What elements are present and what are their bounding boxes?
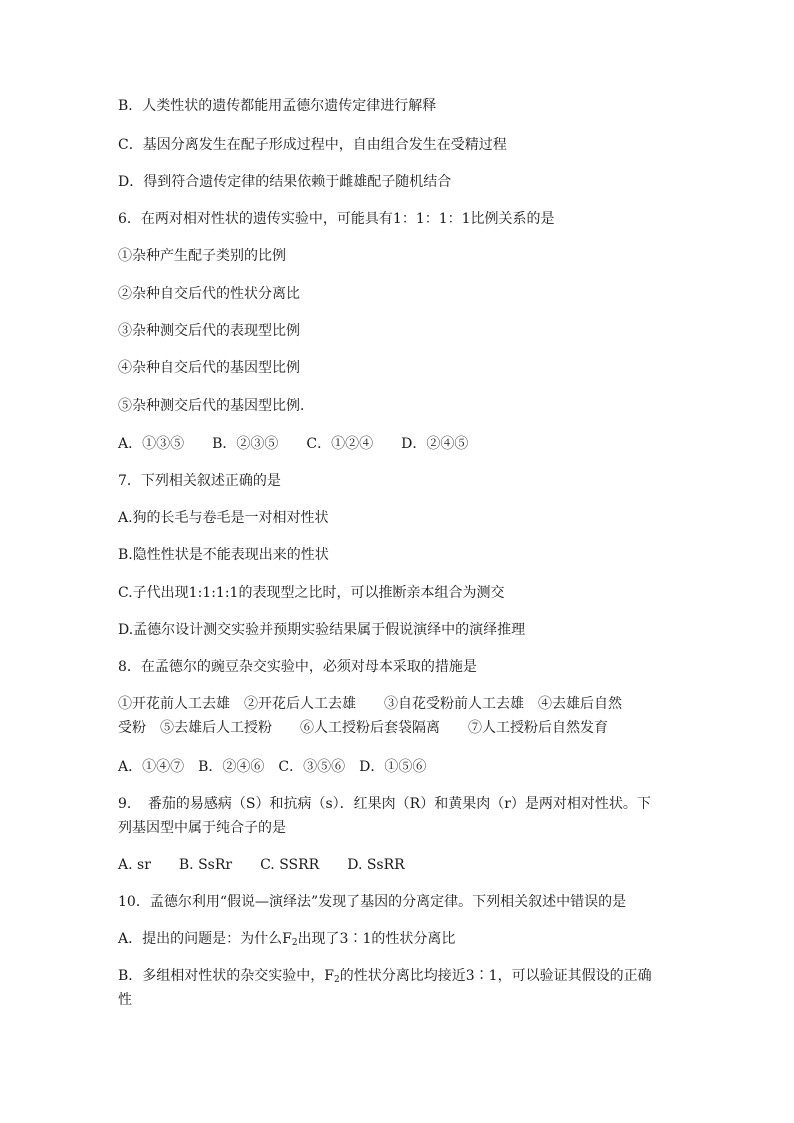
- question-7-stem: 7．下列相关叙述正确的是: [118, 473, 281, 489]
- subscript-2: 2: [291, 938, 298, 948]
- option-10b-text-rest: 的性状分离比均接近3∶1，可以验证其假设的正确: [339, 968, 652, 984]
- q6-item-3: ③杂种测交后代的表现型比例: [118, 323, 300, 339]
- option-7d: D.孟德尔设计测交实验并预期实验结果属于假说演绎中的演绎推理: [118, 622, 526, 638]
- question-6-stem: 6．在两对相对性状的遗传实验中，可能具有1：1：1：1比例关系的是: [118, 211, 555, 227]
- q8-items-line-2: 受粉 ⑤去雄后人工授粉 ⑥人工授粉后套袋隔离 ⑦人工授粉后自然发育: [118, 720, 608, 736]
- option-7c: C.子代出现1:1:1:1的表现型之比时，可以推断亲本组合为测交: [118, 585, 505, 601]
- question-8-stem: 8．在孟德尔的豌豆杂交实验中，必须对母本采取的措施是: [118, 659, 477, 675]
- q6-options: A．①③⑤ B．②③⑤ C．①②④ D．②④⑤: [118, 436, 469, 452]
- option-5d: D．得到符合遗传定律的结果依赖于雌雄配子随机结合: [118, 174, 452, 190]
- q9-options: A. sr B. SsRr C. SSRR D. SsRR: [118, 857, 405, 873]
- subscript-2: 2: [334, 975, 340, 985]
- option-7b: B.隐性性状是不能表现出来的性状: [118, 547, 329, 563]
- option-5b: B．人类性状的遗传都能用孟德尔遗传定律进行解释: [118, 98, 437, 114]
- option-10a: [118, 929, 455, 949]
- option-10b: [118, 966, 652, 986]
- q6-item-5: ⑤杂种测交后代的基因型比例．: [118, 398, 314, 414]
- q8-options: A．①④⑦ B．②④⑥ C．③⑤⑥ D．①⑤⑥: [118, 759, 427, 775]
- q6-item-2: ②杂种自交后代的性状分离比: [118, 286, 300, 302]
- question-10-stem: 10．孟德尔利用“假说—演绎法”发现了基因的分离定律。下列相关叙述中错误的是: [118, 894, 627, 910]
- q6-item-4: ④杂种自交后代的基因型比例: [118, 360, 300, 376]
- option-10a-text: A．提出的问题是：为什么F: [118, 931, 292, 947]
- option-5c: C．基因分离发生在配子形成过程中，自由组合发生在受精过程: [118, 137, 507, 153]
- option-10b-text: B．多组相对性状的杂交实验中，F: [118, 968, 335, 984]
- q8-items-line-1: ①开花前人工去雄 ②开花后人工去雄 ③自花受粉前人工去雄 ④去雄后自然: [118, 696, 622, 712]
- question-9-stem-line-1: 9． 番茄的易感病（S）和抗病（s）．红果肉（R）和黄果肉（r）是两对相对性状。下: [118, 796, 651, 812]
- question-9-stem-line-2: 列基因型中属于纯合子的是: [118, 820, 286, 836]
- option-10b-continued: 性: [118, 992, 132, 1008]
- option-10a-text-rest: 出现了3∶1的性状分离比: [297, 931, 456, 947]
- option-7a: A.狗的长毛与卷毛是一对相对性状: [118, 510, 329, 526]
- q6-item-1: ①杂种产生配子类别的比例: [118, 248, 286, 264]
